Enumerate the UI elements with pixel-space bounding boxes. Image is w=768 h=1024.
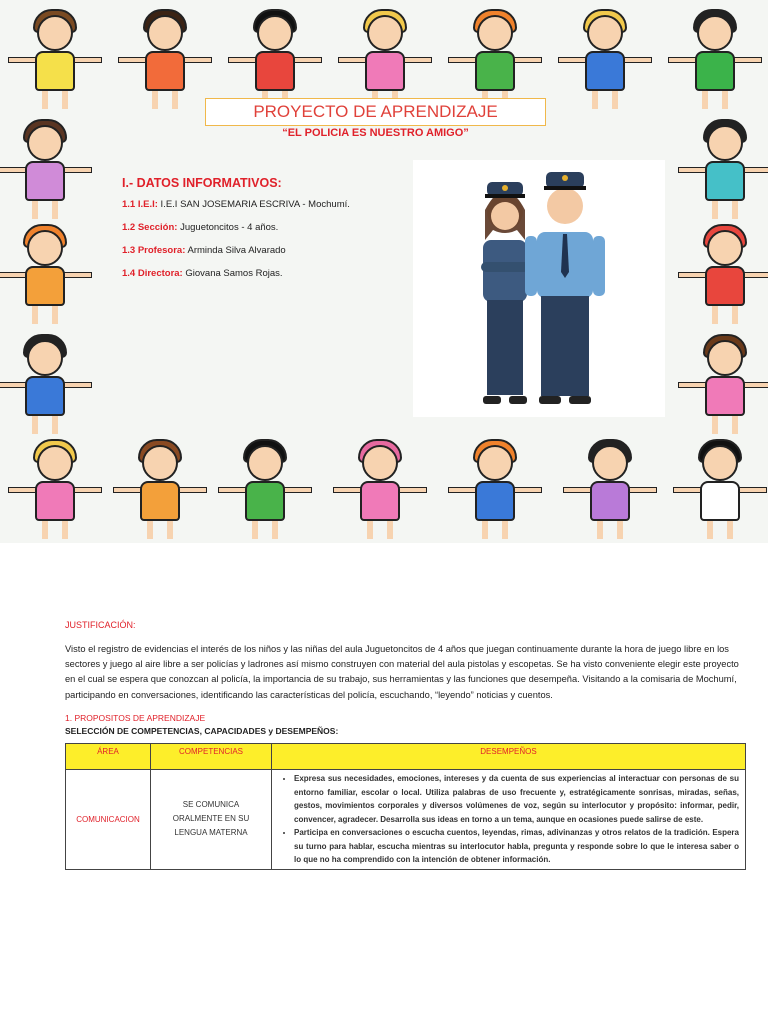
child-figure: [20, 5, 90, 115]
datos-item: 1.4 Directora: Giovana Samos Rojas.: [122, 268, 283, 279]
child-figure: [680, 5, 750, 115]
child-figure: [10, 115, 80, 225]
child-figure: [125, 435, 195, 543]
child-figure: [20, 435, 90, 543]
propositos-heading: 1. PROPOSITOS DE APRENDIZAJE: [65, 712, 206, 723]
document-body: [65, 620, 745, 870]
project-subtitle: “EL POLICIA ES NUESTRO AMIGO”: [282, 127, 469, 139]
child-figure: [10, 330, 80, 440]
cell-area: COMUNICACION: [66, 769, 151, 869]
cell-desempenos: [272, 769, 746, 869]
datos-informativos: [122, 176, 350, 291]
police-officers-illustration: [413, 160, 665, 417]
policewoman-figure: [481, 182, 529, 404]
child-figure: [10, 220, 80, 330]
header-desempenos: DESEMPEÑOS: [272, 743, 746, 769]
child-figure: [230, 435, 300, 543]
child-figure: [690, 220, 760, 330]
child-figure: [130, 5, 200, 115]
project-title: PROYECTO DE APRENDIZAJE: [205, 98, 546, 126]
child-figure: [345, 435, 415, 543]
justificacion-text: Visto el registro de evidencias el interés de los niños y las niñas del aula Juguetoncitos de 4 años que juegan continuamente durante la hora de juego libre en los sectores y juego al aire libre a ser policías y ladrones así mismo construyen con material del aula pistolas y escopetas. Se ha visto conveniente elegir este proyecto en el cual se espera que conozcan al policía, la importancia de su trabajo, sus herramientas y las funciones que desempeña. Visitando a la comisaria de Mochumí, participando en conversaciones, identificando las características del policía, escuchando, “leyendo” noticias y cuentos.: [65, 644, 739, 700]
justificacion-heading: JUSTIFICACIÓN:: [65, 620, 136, 630]
child-figure: [690, 330, 760, 440]
child-figure: [685, 435, 755, 543]
child-figure: [575, 435, 645, 543]
child-figure: [690, 115, 760, 225]
child-figure: [460, 435, 530, 543]
cell-competencia: SE COMUNICA ORALMENTE EN SU LENGUA MATERNA: [151, 769, 272, 869]
competencias-table: [65, 743, 746, 870]
datos-item: 1.2 Sección: Juguetoncitos - 4 años.: [122, 222, 279, 233]
desempeno-item: • Participa en conversaciones o escucha cuentos, leyendas, rimas, adivinanzas y otros relatos de la tradición. Espera su turno para hablar, escucha mientras su interlocutor habla, pregunta y responde sobre lo que le interesa saber o lo que no ha comprendido con la intención de obtener información.: [294, 826, 739, 867]
table-row: [66, 769, 746, 869]
policeman-figure: [525, 172, 605, 404]
desempeno-item: • Expresa sus necesidades, emociones, intereses y da cuenta de sus experiencias al interactuar con personas de su entorno familiar, escolar o local. Utiliza palabras de uso frecuente y, estratégicamente sonrisas, miradas, señas, gestos, movimientos corporales y diversos volúmenes de voz, según su interlocutor y propósito: informar, pedir, convencer, agradecer. Desarrolla sus ideas en torno a un tema, aunque en ocasiones puede salirse de este.: [294, 772, 739, 826]
datos-item: 1.3 Profesora: Arminda Silva Alvarado: [122, 245, 286, 256]
child-figure: [570, 5, 640, 115]
seleccion-heading: SELECCIÓN DE COMPETENCIAS, CAPACIDADES y DESEMPEÑOS:: [65, 725, 339, 736]
header-area: ÁREA: [66, 743, 151, 769]
datos-item: 1.1 I.E.I: I.E.I SAN JOSEMARIA ESCRIVA - Mochumí.: [122, 199, 350, 210]
header-competencias: COMPETENCIAS: [151, 743, 272, 769]
datos-heading: I.- DATOS INFORMATIVOS:: [122, 176, 282, 190]
